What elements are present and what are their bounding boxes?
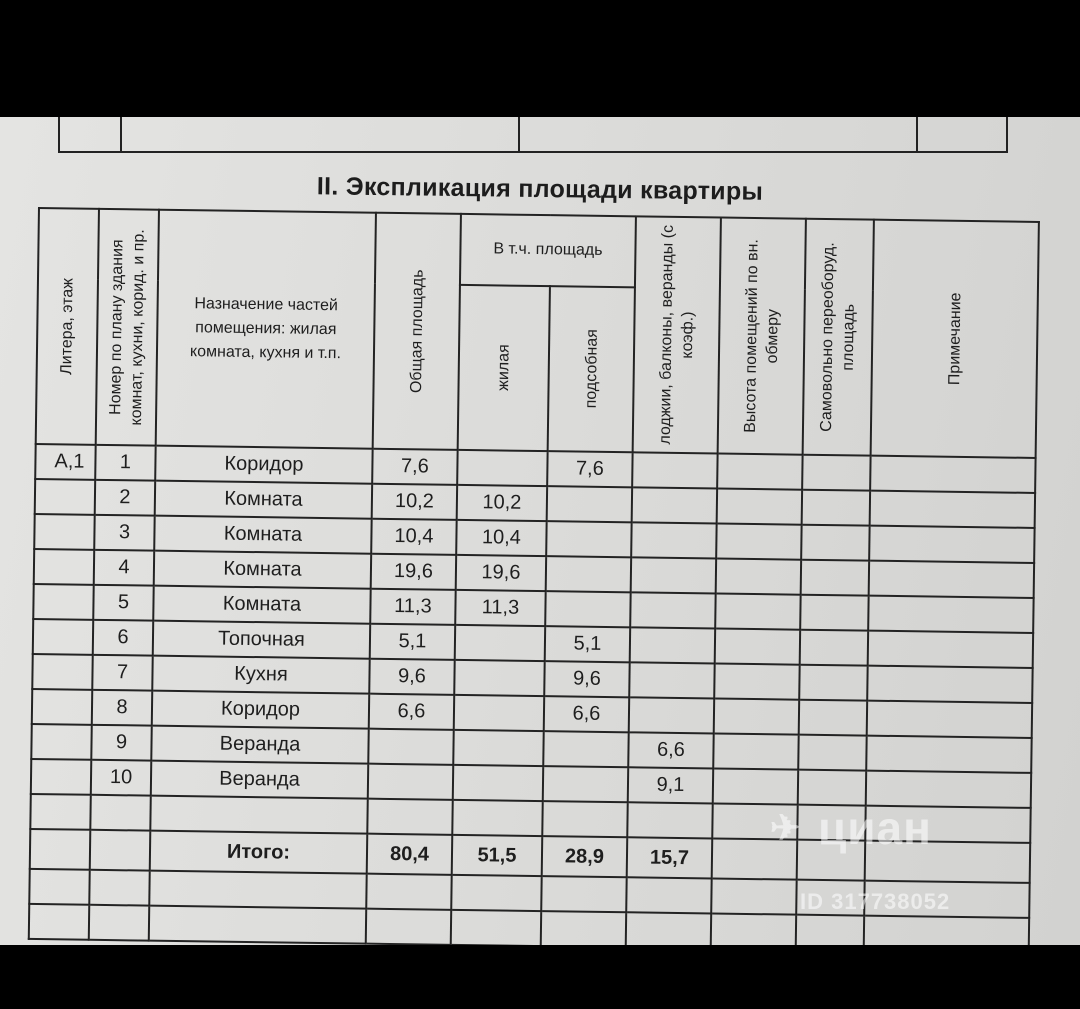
cell-loggia-area xyxy=(632,452,717,488)
explication-table xyxy=(28,207,1040,945)
blank-cell xyxy=(29,904,89,940)
header-height: Высота помещений по вн. обмеру xyxy=(718,218,806,455)
cell-self-reequip xyxy=(800,595,868,631)
cell-room-name: Коридор xyxy=(152,691,369,729)
cell-aux-area xyxy=(547,486,632,522)
cell-aux-area xyxy=(546,521,631,557)
cell-number: 2 xyxy=(95,480,155,516)
cell-litera xyxy=(32,654,92,690)
cell-living-area: 10,4 xyxy=(456,520,546,556)
cell-room-name xyxy=(150,796,367,834)
cell-litera xyxy=(35,479,95,515)
header-note: Примечание xyxy=(871,220,1039,458)
cell-loggia-area xyxy=(632,487,717,523)
cell-note xyxy=(867,701,1032,738)
cell-room-name: Топочная xyxy=(153,621,370,659)
cell-total-area: 5,1 xyxy=(370,624,455,660)
cell-living-area xyxy=(453,765,543,801)
cell-litera xyxy=(30,829,91,870)
cell-note xyxy=(869,526,1034,563)
watermark-id: ID 317738052 xyxy=(800,889,951,914)
blank-cell xyxy=(149,906,366,944)
cell-self-reequip xyxy=(802,490,870,526)
cell-loggia-area xyxy=(630,592,715,628)
cell-height xyxy=(716,559,801,595)
cell-total-area xyxy=(368,729,453,765)
cell-living-area xyxy=(453,730,543,766)
blank-cell xyxy=(711,878,796,914)
cell-number: 10 xyxy=(91,760,151,796)
cell-total-area xyxy=(368,764,453,800)
cell-living-area xyxy=(454,660,544,696)
cell-height xyxy=(714,663,799,699)
cell-number xyxy=(90,830,151,871)
cell-height xyxy=(713,768,798,804)
cell-loggia-area xyxy=(630,627,715,663)
cell-number: 1 xyxy=(95,445,155,481)
table-body xyxy=(29,444,1036,945)
totals-loggia-area: 15,7 xyxy=(627,837,713,878)
blank-cell xyxy=(29,869,89,905)
cell-room-name: Коридор xyxy=(155,446,372,484)
cell-note xyxy=(869,561,1034,598)
blank-cell xyxy=(541,876,626,912)
cell-height xyxy=(714,698,799,734)
cell-number xyxy=(90,795,150,831)
cell-litera xyxy=(31,724,91,760)
cell-loggia-area xyxy=(631,557,716,593)
cell-height xyxy=(716,524,801,560)
cell-aux-area xyxy=(543,731,628,767)
cell-total-area: 6,6 xyxy=(369,694,454,730)
blank-cell xyxy=(366,874,451,910)
blank-cell xyxy=(366,909,451,945)
previous-table-fragment xyxy=(58,117,1008,153)
cell-living-area: 10,2 xyxy=(457,485,547,521)
cell-litera: А,1 xyxy=(35,444,95,480)
cell-note xyxy=(867,666,1032,703)
cell-height xyxy=(713,733,798,769)
cell-living-area xyxy=(457,450,547,486)
blank-cell xyxy=(626,912,711,945)
cell-self-reequip xyxy=(797,840,866,881)
totals-living-area: 51,5 xyxy=(452,835,543,876)
cell-aux-area: 6,6 xyxy=(544,696,629,732)
cell-aux-area: 9,6 xyxy=(544,661,629,697)
blank-cell xyxy=(541,911,626,945)
cell-total-area xyxy=(367,799,452,835)
blank-cell xyxy=(89,905,149,941)
header-total-area: Общая площадь xyxy=(373,213,461,450)
blank-cell xyxy=(796,915,864,945)
cell-aux-area xyxy=(545,591,630,627)
cell-loggia-area: 9,1 xyxy=(628,767,713,803)
cell-number: 3 xyxy=(94,515,154,551)
cell-note xyxy=(868,596,1033,633)
cell-number: 9 xyxy=(91,725,151,761)
cell-room-name: Веранда xyxy=(151,726,368,764)
cell-aux-area: 5,1 xyxy=(545,626,630,662)
cell-height xyxy=(717,489,802,525)
header-loggias: лоджии, балконы, веранды (с коэф.) xyxy=(633,216,721,453)
header-auxiliary: подсобная xyxy=(548,286,635,453)
cell-litera xyxy=(31,759,91,795)
cell-room-name: Кухня xyxy=(152,656,369,694)
cell-self-reequip xyxy=(800,630,868,666)
cell-height xyxy=(715,628,800,664)
totals-aux-area: 28,9 xyxy=(542,836,628,877)
cell-aux-area: 7,6 xyxy=(547,451,632,487)
cell-self-reequip xyxy=(802,455,870,491)
cell-note xyxy=(865,841,1031,883)
header-self-reequip: Самовольно переоборуд. площадь xyxy=(803,219,874,456)
cell-litera xyxy=(34,549,94,585)
cell-total-area: 10,4 xyxy=(371,519,456,555)
cell-litera xyxy=(30,794,90,830)
brand-pin-icon: ✈ xyxy=(770,807,801,848)
cell-height xyxy=(712,838,798,879)
cell-total-area: 10,2 xyxy=(372,484,457,520)
cell-height xyxy=(715,593,800,629)
blank-cell xyxy=(796,880,864,916)
cell-note xyxy=(868,631,1033,668)
cell-self-reequip xyxy=(797,805,865,841)
blank-cell xyxy=(451,875,541,911)
cell-living-area xyxy=(452,800,542,836)
cell-litera xyxy=(33,619,93,655)
cell-height xyxy=(717,454,802,490)
header-living: жилая xyxy=(458,284,550,451)
cell-room-name: Комната xyxy=(154,516,371,554)
cell-self-reequip xyxy=(798,735,866,771)
cell-total-area: 9,6 xyxy=(369,659,454,695)
totals-label: Итого: xyxy=(150,831,368,874)
cell-loggia-area: 6,6 xyxy=(628,732,713,768)
cell-aux-area xyxy=(542,801,627,837)
cell-loggia-area xyxy=(629,662,714,698)
cell-self-reequip xyxy=(799,665,867,701)
totals-total-area: 80,4 xyxy=(367,834,453,875)
cell-number: 6 xyxy=(93,620,153,656)
blank-cell xyxy=(711,913,796,945)
cell-litera xyxy=(34,514,94,550)
header-incl-group: В т.ч. площадь xyxy=(460,214,636,287)
header-litera: Литера, этаж xyxy=(36,208,99,445)
cell-litera xyxy=(32,689,92,725)
cell-room-name: Комната xyxy=(153,586,370,624)
cell-aux-area xyxy=(546,556,631,592)
header-number: Номер по плану здания комнат, кухни, корид. и пр. xyxy=(96,209,159,446)
blank-cell xyxy=(864,916,1029,945)
cell-note xyxy=(870,491,1035,528)
cell-aux-area xyxy=(543,766,628,802)
cell-self-reequip xyxy=(799,700,867,736)
cell-self-reequip xyxy=(801,560,869,596)
cell-number: 5 xyxy=(93,585,153,621)
cell-loggia-area xyxy=(627,802,712,838)
cell-height xyxy=(712,803,797,839)
cell-self-reequip xyxy=(798,770,866,806)
cell-note xyxy=(870,456,1035,493)
cell-room-name: Комната xyxy=(154,551,371,589)
blank-cell xyxy=(89,870,149,906)
cell-room-name: Комната xyxy=(155,481,372,519)
page-title: II. Экспликация площади квартиры xyxy=(316,172,764,206)
cell-self-reequip xyxy=(801,525,869,561)
cell-total-area: 7,6 xyxy=(372,449,457,485)
cell-loggia-area xyxy=(631,522,716,558)
blank-cell xyxy=(864,881,1029,918)
cell-note xyxy=(866,736,1031,773)
blank-cell xyxy=(451,910,541,945)
watermark-brand: циан xyxy=(818,802,932,854)
header-purpose: Назначение частей помещения: жилая комната, кухня и т.п. xyxy=(156,210,376,449)
blank-cell xyxy=(149,871,366,909)
cell-total-area: 19,6 xyxy=(371,554,456,590)
cell-living-area: 11,3 xyxy=(455,590,545,626)
cell-loggia-area xyxy=(629,697,714,733)
cell-number: 8 xyxy=(92,690,152,726)
cell-number: 4 xyxy=(94,550,154,586)
cell-total-area: 11,3 xyxy=(370,589,455,625)
cell-note xyxy=(866,771,1031,808)
cell-living-area xyxy=(455,625,545,661)
cell-litera xyxy=(33,584,93,620)
document-sheet xyxy=(0,117,1080,945)
cell-living-area: 19,6 xyxy=(456,555,546,591)
blank-cell xyxy=(626,877,711,913)
cell-room-name: Веранда xyxy=(151,761,368,799)
cell-note xyxy=(865,806,1030,843)
cell-living-area xyxy=(454,695,544,731)
cell-number: 7 xyxy=(92,655,152,691)
